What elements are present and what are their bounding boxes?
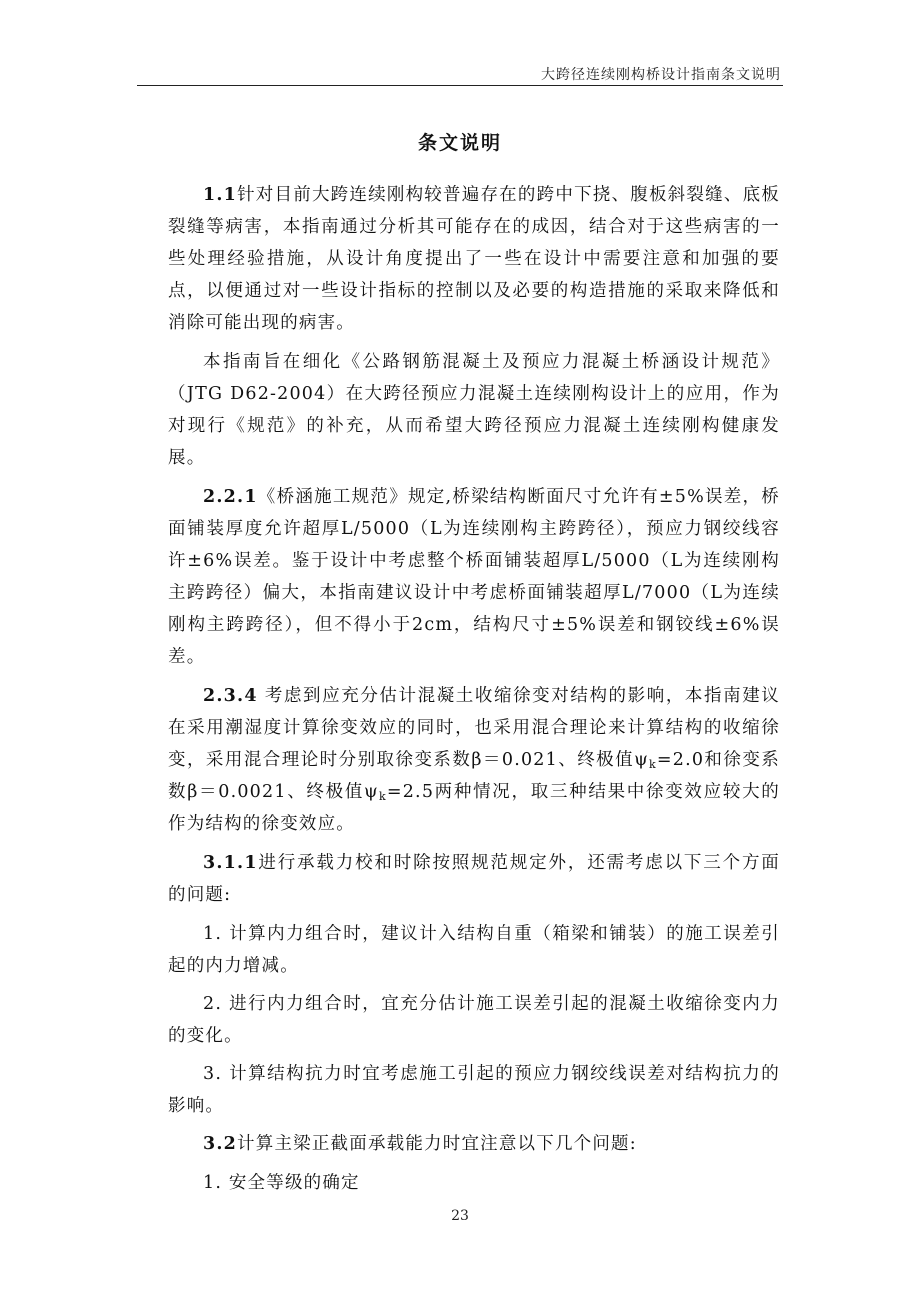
subscript: k [649, 758, 657, 771]
section-number: 3.2 [203, 1134, 238, 1154]
list-item: 3. 计算结构抗力时宜考虑施工引起的预应力钢绞线误差对结构抗力的影响。 [168, 1064, 780, 1116]
paragraph-text: 《桥涵施工规范》规定,桥梁结构断面尺寸允许有±5%误差，桥面铺装厚度允许超厚L/5000（L为连续刚构主跨跨径），预应力钢绞线容许±6%误差。鉴于设计中考虑整个桥面铺装超厚L/5000（L为连续刚构主跨跨径）偏大，本指南建议设计中考虑桥面铺装超厚L/7000（L为连续刚构主跨跨径），但不得小于2cm，结构尺寸±5%误差和钢铰线±6%误差。 [168, 487, 780, 667]
page-number: 23 [451, 1208, 469, 1224]
running-header: 大跨径连续刚构桥设计指南条文说明 [541, 67, 781, 83]
paragraph-text: 进行承载力校和时除按照规范规定外，还需考虑以下三个方面的问题: [168, 853, 780, 905]
list-item: 2. 进行内力组合时，宜充分估计施工误差引起的混凝土收缩徐变内力的变化。 [168, 994, 780, 1046]
paragraph-text: =2.0和徐变系数β＝0.0021、终极值ψ [168, 750, 781, 802]
section-number: 2.2.1 [203, 487, 258, 507]
paragraph-text: =2.5两种情况，取三种结果中徐变效应较大的作为结构的徐变效应。 [168, 782, 780, 834]
header-divider [137, 85, 783, 86]
paragraph-1-1 [168, 179, 780, 339]
page-title: 条文说明 [417, 132, 502, 154]
document-body [168, 179, 780, 1205]
paragraph-text: 本指南旨在细化《公路钢筋混凝土及预应力混凝土桥涵设计规范》（JTG D62-2004）在大跨径预应力混凝土连续刚构设计上的应用，作为对现行《规范》的补充，从而希望大跨径预应力混凝土连续刚构健康发展。 [168, 352, 780, 468]
paragraph-3-1-1 [168, 847, 780, 911]
paragraph-2-3-4 [168, 680, 780, 840]
paragraph-text: 针对目前大跨连续刚构较普遍存在的跨中下挠、腹板斜裂缝、底板裂缝等病害，本指南通过分析其可能存在的成因，结合对于这些病害的一些处理经验措施，从设计角度提出了一些在设计中需要注意和加强的要点，以便通过对一些设计指标的控制以及必要的构造措施的采取来降低和消除可能出现的病害。 [168, 185, 780, 333]
section-number: 2.3.4 [203, 686, 258, 706]
section-number: 1.1 [203, 185, 238, 205]
subscript: k [378, 790, 387, 803]
paragraph-text: 计算主梁正截面承载能力时宜注意以下几个问题: [237, 1134, 637, 1154]
list-item: 1. 计算内力组合时，建议计入结构自重（箱梁和铺装）的施工误差引起的内力增减。 [168, 924, 780, 976]
paragraph-1-1-continued [168, 346, 780, 474]
section-number: 3.1.1 [203, 853, 258, 873]
paragraph-text: 考虑到应充分估计混凝土收缩徐变对结构的影响，本指南建议在采用潮湿度计算徐变效应的同时，也采用混合理论来计算结构的收缩徐变，采用混合理论时分别取徐变系数β＝0.021、终极值ψ [168, 686, 780, 770]
paragraph-3-2 [168, 1128, 780, 1160]
list-item: 1. 安全等级的确定 [203, 1173, 360, 1193]
paragraph-2-2-1 [168, 481, 780, 673]
